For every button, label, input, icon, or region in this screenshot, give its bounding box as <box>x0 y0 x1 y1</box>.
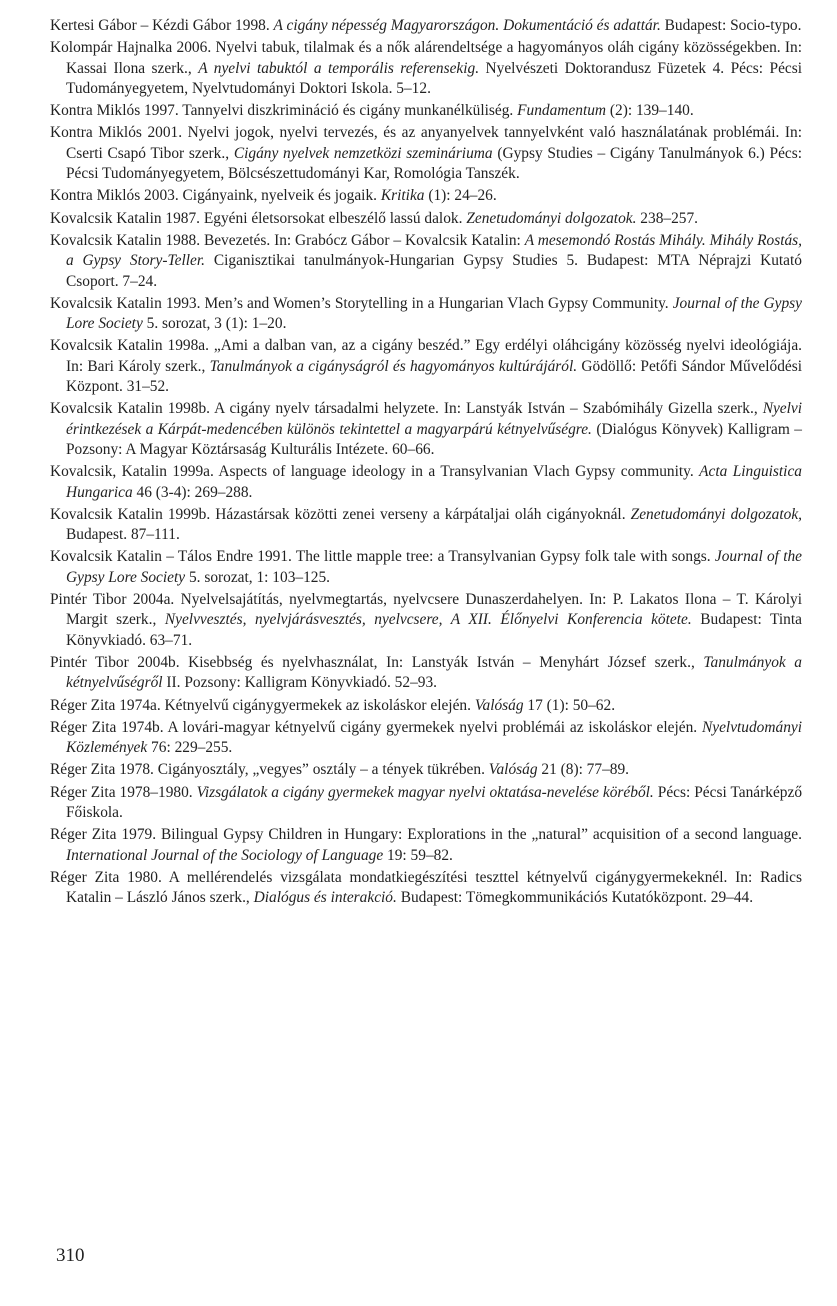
reference-entry: Kovalcsik Katalin 1998a. „Ami a dalban van, az a cigány beszéd.” Egy erdélyi oláhcigány közösség nyelvi ideológiája. In: Bari Károly szerk., Tanulmányok a cigányságról és hagyományos kultúrájáról. Gödöllő: Petőfi Sándor Művelődési Központ. 31–52. <box>50 337 802 396</box>
reference-entry: Kontra Miklós 1997. Tannyelvi diszkrimináció és cigány munkanélküliség. Fundamentum (2): 139–140. <box>50 102 694 120</box>
reference-entry: Pintér Tibor 2004a. Nyelvelsajátítás, nyelvmegtartás, nyelvcsere Dunaszerdahelyen. In: P. Lakatos Ilona – T. Károlyi Margit szerk., Nyelvvesztés, nyelvjárásvesztés, nyelvcsere, A XII. Élőnyelvi Konferencia kötete. Budapest: Tinta Könyvkiadó. 63–71. <box>50 591 802 649</box>
reference-entry: Réger Zita 1974b. A lovári-magyar kétnyelvű cigány gyermekek nyelvi problémái az iskoláskor elején. Nyelvtudományi Közlemények 76: 229–255. <box>50 718 802 757</box>
reference-list <box>50 16 802 910</box>
reference-entry: Kovalcsik, Katalin 1999a. Aspects of language ideology in a Transylvanian Vlach Gypsy community. Acta Linguistica Hungarica 46 (3-4): 269–288. <box>50 463 802 501</box>
reference-entry: Kovalcsik Katalin 1993. Men’s and Women’s Storytelling in a Hungarian Vlach Gypsy Community. Journal of the Gypsy Lore Society 5. sorozat, 3 (1): 1–20. <box>50 294 802 333</box>
reference-entry: Kovalcsik Katalin 1988. Bevezetés. In: Grabócz Gábor – Kovalcsik Katalin: A mesemondó Rostás Mihály. Mihály Rostás, a Gypsy Story-Teller. Ciganisztikai tanulmányok-Hungarian Gypsy Studies 5. Budapest: MTA Néprajzi Kutató Csoport. 7–24. <box>50 231 802 290</box>
reference-entry: Pintér Tibor 2004b. Kisebbség és nyelvhasználat, In: Lanstyák István – Menyhárt József szerk., Tanulmányok a kétnyelvűségről II. Pozsony: Kalligram Könyvkiadó. 52–93. <box>50 653 802 692</box>
reference-entry: Kertesi Gábor – Kézdi Gábor 1998. A cigány népesség Magyarországon. Dokumentáció és adattár. Budapest: Socio-typo. <box>50 17 802 34</box>
reference-entry: Kovalcsik Katalin 1998b. A cigány nyelv társadalmi helyzete. In: Lanstyák István – Szabómihály Gizella szerk., Nyelvi érintkezések a Kárpát-medencében különös tekintettel a magyarpárú kétnyelvűségre. (Dialógus Könyvek) Kalligram – Pozsony: A Magyar Köztársaság Kulturális Intézete. 60–66. <box>50 400 802 458</box>
reference-entry: Kovalcsik Katalin 1999b. Házastársak közötti zenei verseny a kárpátaljai oláh cigányoknál. Zenetudományi dolgozatok, Budapest. 87–111. <box>50 505 803 544</box>
reference-entry: Kovalcsik Katalin – Tálos Endre 1991. The little mapple tree: a Transylvanian Gypsy folk tale with songs. Journal of the Gypsy Lore Society 5. sorozat, 1: 103–125. <box>50 548 802 586</box>
reference-entry: Réger Zita 1978–1980. Vizsgálatok a cigány gyermekek magyar nyelvi oktatása-nevelése köréből. Pécs: Pécsi Tanárképző Főiskola. <box>50 783 803 821</box>
reference-entry: Kontra Miklós 2001. Nyelvi jogok, nyelvi tervezés, és az anyanyelvek tannyelvként való használatának problémái. In: Cserti Csapó Tibor szerk., Cigány nyelvek nemzetközi szemináriuma (Gypsy Studies – Cigány Tanulmányok 6.) Pécs: Pécsi Tudományegyetem, Bölcsészettudományi Kar, Romológia Tanszék. <box>50 124 802 183</box>
reference-entry: Réger Zita 1974a. Kétnyelvű cigánygyermekek az iskoláskor elején. Valóság 17 (1): 50–62. <box>50 696 616 714</box>
reference-entry: Kovalcsik Katalin 1987. Egyéni életsorsokat elbeszélő lassú dalok. Zenetudományi dolgozatok. 238–257. <box>50 209 699 227</box>
reference-entry: Réger Zita 1978. Cigányosztály, „vegyes” osztály – a tények tükrében. Valóság 21 (8): 77–89. <box>50 761 630 779</box>
page-number: 310 <box>56 1245 85 1266</box>
reference-entry: Réger Zita 1979. Bilingual Gypsy Children in Hungary: Explorations in the „natural” acquisition of a second language. International Journal of the Sociology of Language 19: 59–82. <box>50 826 802 864</box>
reference-entry: Kolompár Hajnalka 2006. Nyelvi tabuk, tilalmak és a nők alárendeltsége a hagyományos oláh cigány közösségekben. In: Kassai Ilona szerk., A nyelvi tabuktól a temporális referensekig. Nyelvészeti Doktorandusz Füzetek 4. Pécs: Pécsi Tudományegyetem, Nyelvtudományi Doktori Iskola. 5–12. <box>50 39 802 97</box>
reference-entry: Kontra Miklós 2003. Cigányaink, nyelveik és jogaik. Kritika (1): 24–26. <box>50 187 497 205</box>
reference-entry: Réger Zita 1980. A mellérendelés vizsgálata mondatkiegészítési teszttel kétnyelvű cigánygyermekeknél. In: Radics Katalin – László János szerk., Dialógus és interakció. Budapest: Tömegkommunikációs Kutatóközpont. 29–44. <box>50 868 802 907</box>
